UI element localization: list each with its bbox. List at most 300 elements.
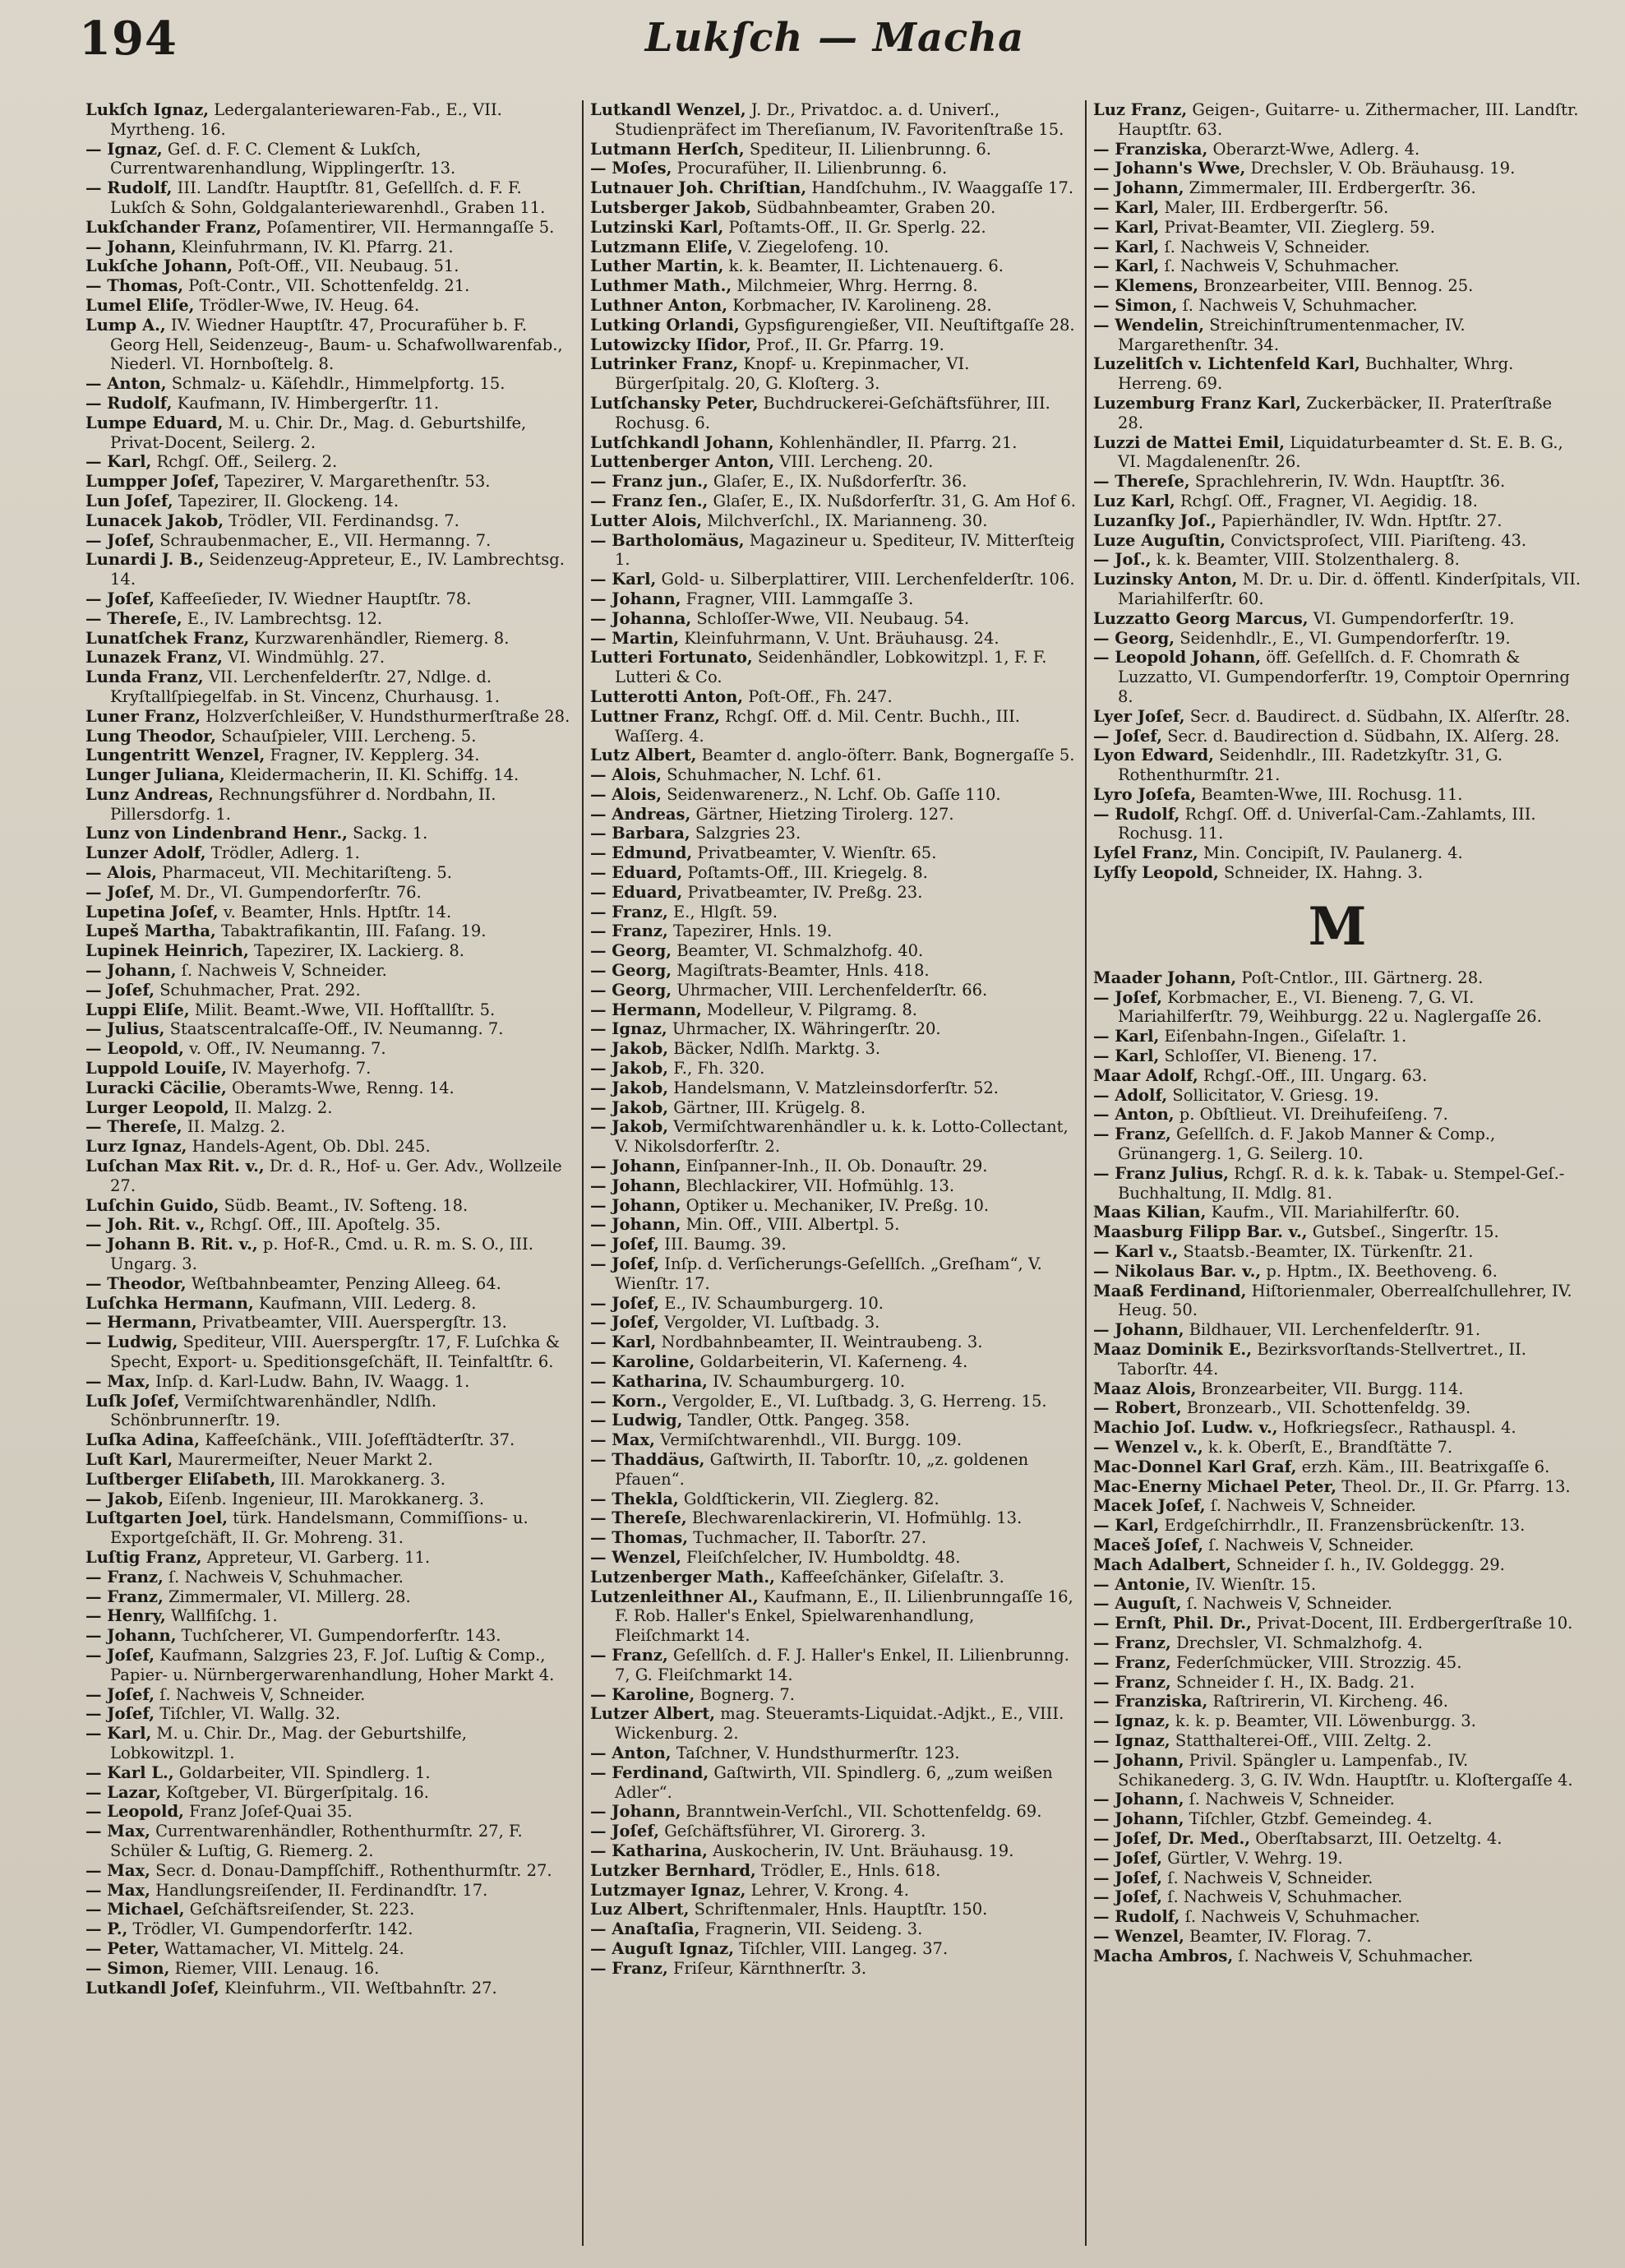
directory-entry — [1093, 629, 1581, 649]
entry-details: Handſchuhm., IV. Waaggaſſe 17. — [806, 178, 1074, 198]
entry-details: Riemer, VIII. Lenaug. 16. — [169, 1958, 380, 1978]
entry-name: Lutzer Albert, — [590, 1704, 716, 1724]
directory-entry — [590, 863, 1078, 883]
directory-entry — [85, 1919, 575, 1939]
directory-entry — [590, 1235, 1078, 1254]
entry-details: Kurzwarenhändler, Riemerg. 8. — [249, 628, 510, 648]
entry-details: Seidenhdlr., III. Radetzkyſtr. 31, G. Rothenthurmſtr. 21. — [1118, 746, 1503, 785]
directory-entry — [590, 843, 1078, 863]
directory-entry — [590, 276, 1078, 296]
directory-entry — [590, 1411, 1078, 1430]
directory-entry — [1093, 511, 1581, 531]
entry-name: Luthmer Math., — [590, 276, 732, 296]
directory-entry — [590, 394, 1078, 433]
entry-details: V. Ziegelofeng. 10. — [732, 237, 889, 256]
entry-name: — Jakob, — [85, 1489, 164, 1508]
entry-details: Dr. d. R., Hof- u. Ger. Adv., Wollzeile 27. — [110, 1157, 562, 1195]
directory-entry — [85, 1861, 575, 1881]
directory-entry — [590, 354, 1078, 394]
entry-details: Optiker u. Mechaniker, IV. Preßg. 10. — [681, 1195, 990, 1215]
entry-details: Tiſchler, VIII. Langeg. 37. — [734, 1938, 949, 1958]
entry-details: E., IV. Lambrechtsg. 12. — [182, 608, 383, 628]
entry-details: Bildhauer, VII. Lerchenfelderſtr. 91. — [1184, 1320, 1481, 1340]
entry-name: Lutsberger Jakob, — [590, 197, 752, 217]
directory-entry — [590, 100, 1078, 140]
entry-details: k. k. Beamter, VIII. Stolzenthalerg. 8. — [1151, 550, 1460, 570]
entry-details: J. Dr., Privatdoc. a. d. Univerſ., Studienpräfect im Thereſianum, IV. Favoritenſtraße 15. — [615, 100, 1064, 139]
directory-entry — [1093, 805, 1581, 844]
directory-entry — [590, 961, 1078, 981]
entry-name: — Joh. Rit. v., — [85, 1215, 205, 1235]
directory-entry — [1093, 198, 1581, 218]
entry-name: — Michael, — [85, 1900, 185, 1919]
entry-name: — Leopold Johann, — [1093, 648, 1262, 667]
directory-entry — [1093, 1809, 1581, 1829]
directory-entry — [1093, 1203, 1581, 1222]
directory-entry — [85, 1900, 575, 1919]
directory-entry — [1093, 1653, 1581, 1673]
directory-entry — [1093, 394, 1581, 433]
entry-name: — Rudolf, — [1093, 804, 1180, 824]
directory-entry — [85, 256, 575, 276]
directory-entry — [85, 1568, 575, 1587]
directory-entry — [1093, 1555, 1581, 1575]
entry-details: Milit. Beamt.-Wwe, VII. Hofſtallſtr. 5. — [189, 1000, 496, 1019]
entry-details: Wallfiſchg. 1. — [165, 1606, 278, 1626]
directory-entry — [85, 1587, 575, 1607]
entry-details: Fleiſchſelcher, IV. Humboldtg. 48. — [681, 1547, 961, 1567]
entry-name: — Jakob, — [590, 1039, 669, 1059]
directory-entry — [1093, 159, 1581, 178]
directory-entry — [590, 1176, 1078, 1196]
entry-details: Salzgries 23. — [690, 824, 801, 843]
directory-entry — [85, 374, 575, 394]
directory-entry — [85, 727, 575, 746]
entry-name: — Rudolf, — [85, 393, 173, 413]
directory-entry — [1093, 218, 1581, 238]
directory-entry — [590, 159, 1078, 178]
directory-entry — [85, 1019, 575, 1039]
entry-details: Schuhmacher, Prat. 292. — [155, 980, 361, 1000]
directory-entry — [590, 1392, 1078, 1411]
directory-entry — [590, 1881, 1078, 1901]
entry-details: Privil. Spängler u. Lampenfab., IV. Schikanederg. 3, G. IV. Wdn. Hauptſtr. u. Kloſtergaſſe 4. — [1118, 1750, 1573, 1790]
entry-details: Kaffeeſchänk., VIII. Joſefſtädterſtr. 37. — [200, 1430, 515, 1450]
entry-details: Kleidermacherin, II. Kl. Schiffg. 14. — [224, 765, 519, 785]
entry-name: — Julius, — [85, 1019, 165, 1039]
entry-name: — Johann, — [85, 961, 177, 981]
entry-details: Kleinfuhrmann, V. Unt. Bräuhausg. 24. — [679, 628, 999, 648]
entry-details: Bezirksvorſtands-Stellvertret., II. Taborſtr. 44. — [1118, 1340, 1526, 1379]
entry-details: Schauſpieler, VIII. Lercheng. 5. — [215, 726, 477, 746]
directory-entry — [590, 472, 1078, 492]
entry-details: Fragner, IV. Kepplerg. 34. — [265, 746, 480, 765]
entry-name: Lungentritt Wenzel, — [85, 746, 265, 765]
entry-details: ſ. Nachweis V, Schuhmacher. — [163, 1567, 404, 1587]
entry-details: ſ. Nachweis V, Schneider. — [176, 961, 387, 981]
directory-entry — [590, 1059, 1078, 1079]
directory-entry — [1093, 1516, 1581, 1536]
directory-entry — [85, 1763, 575, 1783]
page-header — [79, 12, 1590, 100]
entry-details: Kleinfuhrmann, IV. Kl. Pfarrg. 21. — [176, 237, 454, 256]
directory-entry — [1093, 1927, 1581, 1947]
directory-entry — [1093, 276, 1581, 296]
directory-entry — [85, 1490, 575, 1509]
entry-details: Rchgſ. Off., Seilerg. 2. — [151, 452, 338, 472]
entry-details: Korbmacher, E., VI. Bieneng. 7, G. VI. Mariahilferſtr. 79, Weihburgg. 22 u. Naglergaſſe 26. — [1118, 987, 1542, 1027]
entry-name: — Joſef, — [1093, 1848, 1163, 1868]
entry-name: Maaz Alois, — [1093, 1379, 1197, 1398]
entry-name: Lurz Ignaz, — [85, 1137, 187, 1157]
entry-details: ſ. Nachweis V, Schneider. — [1203, 1535, 1415, 1554]
entry-name: — Max, — [590, 1430, 655, 1450]
entry-details: Trödler, E., Hnls. 618. — [755, 1860, 941, 1880]
entry-name: — Johann, — [85, 237, 177, 256]
entry-details: Gürtler, V. Wehrg. 19. — [1162, 1848, 1343, 1868]
entry-name: — Barbara, — [590, 824, 690, 843]
directory-entry — [1093, 1438, 1581, 1457]
entry-name: Luſk Joſef, — [85, 1391, 180, 1411]
entry-name: Lump A., — [85, 315, 166, 335]
directory-entry — [1093, 316, 1581, 355]
entry-details: VII. Lerchenfelderſtr. 27, Ndlge. d. Kryſtallſpiegelfab. in St. Vincenz, Churhausg. 1. — [110, 667, 500, 706]
entry-details: Sprachlehrerin, IV. Wdn. Hauptſtr. 36. — [1189, 472, 1506, 492]
entry-details: Beamter, VI. Schmalzhofg. 40. — [672, 941, 924, 961]
entry-details: Goldarbeiter, VII. Spindlerg. 1. — [173, 1762, 431, 1782]
directory-entry — [1093, 1320, 1581, 1340]
directory-entry — [85, 589, 575, 609]
entry-name: — Thereſe, — [85, 608, 182, 628]
directory-entry — [85, 1783, 575, 1803]
entry-details: Poſtamts-Off., II. Gr. Sperlg. 22. — [723, 217, 986, 237]
entry-name: — Andreas, — [590, 804, 691, 824]
directory-entry — [590, 1215, 1078, 1235]
entry-details: Tiſchler, VI. Wallg. 32. — [155, 1704, 341, 1724]
directory-entry — [85, 1000, 575, 1020]
entry-name: — Karl, — [85, 1724, 152, 1744]
entry-name: — Auguſt, — [1093, 1594, 1182, 1614]
directory-entry — [1093, 1575, 1581, 1595]
entry-details: Auskocherin, IV. Unt. Bräuhausg. 19. — [707, 1841, 1014, 1860]
entry-details: Secr. d. Baudirect. d. Südbahn, IX. Alſerſtr. 28. — [1184, 706, 1571, 726]
entry-name: Lupetina Joſef, — [85, 902, 219, 922]
directory-entry — [590, 256, 1078, 276]
entry-details: Schuhmacher, N. Lchf. 61. — [662, 765, 882, 785]
entry-name: Lutrinker Franz, — [590, 354, 739, 374]
entry-details: v. Beamter, Hnls. Hptſtr. 14. — [218, 902, 452, 922]
directory-entry — [590, 1587, 1078, 1646]
entry-name: — Auguſt Ignaz, — [590, 1938, 735, 1958]
entry-name: — Franz jun., — [590, 472, 709, 492]
directory-entry — [1093, 988, 1581, 1028]
entry-name: Maader Johann, — [1093, 968, 1237, 987]
entry-name: Lyer Joſef, — [1093, 706, 1185, 726]
entry-details: VI. Gumpendorferſtr. 19. — [1308, 608, 1515, 628]
entry-details: Spediteur, II. Lilienbrunng. 6. — [744, 139, 991, 159]
entry-name: — Joſef, — [85, 1704, 155, 1724]
directory-entry — [85, 316, 575, 374]
directory-entry — [85, 1392, 575, 1431]
entry-name: Lumpper Joſef, — [85, 472, 220, 492]
entry-name: — Alois, — [590, 765, 662, 785]
entry-details: Vergolder, E., VI. Luſtbadg. 3, G. Herreng. 15. — [667, 1391, 1047, 1411]
directory-entry — [590, 707, 1078, 746]
entry-name: — Robert, — [1093, 1398, 1182, 1418]
entry-details: Uhrmacher, VIII. Lerchenfelderſtr. 66. — [672, 980, 988, 1000]
entry-name: Lung Theodor, — [85, 726, 216, 746]
entry-name: — Joſ., — [1093, 550, 1152, 570]
entry-details: F., Fh. 320. — [668, 1059, 765, 1079]
entry-details: Streichinſtrumentenmacher, IV. Margarethenſtr. 34. — [1118, 315, 1466, 354]
directory-entry — [85, 903, 575, 922]
entry-name: — Joſef, — [590, 1235, 660, 1254]
entry-name: Luthner Anton, — [590, 295, 728, 315]
directory-entry — [1093, 1262, 1581, 1282]
entry-name: — Johann, — [590, 1215, 681, 1235]
entry-details: Gaſtwirth, II. Taborſtr. 10, „z. goldenen Pfauen“. — [615, 1449, 1029, 1489]
entry-details: Bronzearbeiter, VII. Burgg. 114. — [1196, 1379, 1464, 1398]
entry-name: — Karl, — [1093, 217, 1160, 237]
entry-details: Schneider, IX. Hahng. 3. — [1218, 863, 1424, 883]
directory-entry — [590, 981, 1078, 1000]
entry-details: Papierhändler, IV. Wdn. Hptſtr. 27. — [1216, 510, 1503, 530]
entry-name: — Franz, — [1093, 1633, 1171, 1652]
entry-details: III. Landſtr. Hauptſtr. 81, Geſellſch. d. F. F. Lukſch & Sohn, Goldgalanteriewarenhdl., Graben 11. — [110, 178, 546, 217]
entry-name: — Joſef, — [1093, 1887, 1163, 1907]
entry-details: M. Dr., VI. Gumpendorferſtr. 76. — [155, 882, 422, 902]
column-3 — [1085, 100, 1588, 2246]
entry-name: — Johann, — [590, 1802, 681, 1822]
entry-details: Branntwein-Verſchl., VII. Schottenfeldg. 69. — [681, 1802, 1042, 1822]
directory-entry — [85, 824, 575, 843]
directory-entry — [590, 1098, 1078, 1118]
entry-details: Maurermeiſter, Neuer Markt 2. — [173, 1449, 433, 1469]
directory-entry — [590, 1568, 1078, 1587]
entry-details: Nordbahnbeamter, II. Weintraubeng. 3. — [656, 1333, 983, 1352]
entry-details: Raſtrirerin, VI. Kircheng. 46. — [1207, 1692, 1449, 1711]
entry-details: Beamter, IV. Florag. 7. — [1184, 1926, 1372, 1946]
entry-name: — Simon, — [85, 1958, 170, 1978]
entry-name: — Ignaz, — [590, 1019, 667, 1039]
directory-entry — [590, 452, 1078, 472]
entry-details: Staatscentralcaſſe-Off., IV. Neumanng. 7. — [164, 1019, 504, 1039]
entry-name: Luther Martin, — [590, 256, 724, 276]
entry-details: Trödler-Wwe, IV. Heug. 64. — [194, 295, 420, 315]
column-1 — [79, 100, 582, 2246]
directory-entry — [85, 1685, 575, 1705]
entry-details: Handlungsreiſender, II. Ferdinandſtr. 17. — [150, 1880, 488, 1900]
entry-name: Lukſche Johann, — [85, 256, 233, 276]
directory-entry — [85, 1079, 575, 1098]
directory-entry — [590, 531, 1078, 570]
entry-details: Rchgſ. Off., Fragner, VI. Aegidig. 18. — [1175, 491, 1478, 510]
entry-name: Luzelitſch v. Lichtenfeld Karl, — [1093, 354, 1360, 374]
entry-name: Luze Auguſtin, — [1093, 530, 1226, 550]
entry-details: Privatbeamter, VIII. Auerspergſtr. 13. — [196, 1313, 507, 1333]
entry-details: Kaufmann, E., II. Lilienbrunngaſſe 16, F. Rob. Haller's Enkel, Spielwarenhandlung, Fleiſchmarkt 14. — [615, 1587, 1073, 1646]
directory-entry — [590, 1372, 1078, 1392]
directory-entry — [1093, 609, 1581, 629]
entry-name: — Johann, — [590, 589, 681, 608]
directory-entry — [85, 1881, 575, 1901]
directory-entry — [590, 198, 1078, 218]
entry-details: Schloſſer-Wwe, VII. Neubaug. 54. — [691, 608, 970, 628]
entry-name: — Martin, — [590, 628, 680, 648]
entry-details: Schloſſer, VI. Bieneng. 17. — [1159, 1046, 1378, 1066]
entry-name: — Eduard, — [590, 882, 683, 902]
directory-entry — [85, 629, 575, 649]
entry-name: — Karl, — [590, 570, 657, 589]
entry-name: Lunazek Franz, — [85, 648, 223, 667]
entry-name: — Ludwig, — [85, 1333, 178, 1352]
entry-details: ſ. Nachweis V, Schuhmacher. — [1159, 256, 1400, 276]
entry-details: Vermiſchtwarenhdl., VII. Burgg. 109. — [654, 1430, 963, 1450]
entry-name: — Franz, — [590, 1958, 668, 1978]
entry-name: — Franz, — [1093, 1672, 1171, 1692]
entry-name: — Max, — [85, 1822, 150, 1841]
directory-entry — [590, 883, 1078, 903]
entry-details: Südb. Beamt., IV. Softeng. 18. — [219, 1195, 469, 1215]
entry-details: ſ. Nachweis V, Schneider. — [155, 1684, 366, 1704]
entry-details: IV. Wienſtr. 15. — [1190, 1574, 1317, 1594]
directory-entry — [1093, 1242, 1581, 1262]
entry-name: Mac-Enerny Michael Peter, — [1093, 1476, 1337, 1496]
entry-name: — Edmund, — [590, 843, 693, 863]
entry-name: — Jakob, — [590, 1078, 669, 1097]
entry-name: — Leopold, — [85, 1039, 184, 1059]
directory-entry — [85, 218, 575, 238]
directory-entry — [1093, 1496, 1581, 1516]
entry-details: Zimmermaler, VI. Millerg. 28. — [163, 1587, 411, 1606]
directory-entry — [85, 1117, 575, 1137]
entry-details: Currentwarenhändler, Rothenthurmſtr. 27, F. Schüler & Luſtig, G. Riemerg. 2. — [110, 1822, 523, 1860]
entry-details: Spediteur, VIII. Auerspergſtr. 17, F. Luſchka & Specht, Export- u. Speditionsgeſchäft, II. Teinfaltſtr. 6. — [110, 1333, 561, 1371]
entry-details: Poſtamts-Off., III. Kriegelg. 8. — [682, 863, 928, 883]
entry-name: — Karl, — [1093, 237, 1160, 256]
directory-entry — [1093, 1536, 1581, 1555]
entry-name: Luppi Eliſe, — [85, 1000, 190, 1019]
directory-entry — [590, 1822, 1078, 1841]
directory-entry — [590, 785, 1078, 805]
entry-name: — Anaſtaſia, — [590, 1919, 700, 1939]
directory-entry — [85, 961, 575, 981]
entry-name: Lunardi J. B., — [85, 550, 205, 570]
directory-entry — [1093, 1849, 1581, 1868]
entry-name: — Ignaz, — [85, 139, 163, 159]
directory-entry — [1093, 1282, 1581, 1321]
entry-details: Privatbeamter, V. Wienſtr. 65. — [692, 843, 937, 863]
directory-entry — [85, 1333, 575, 1372]
directory-entry — [1093, 1868, 1581, 1888]
directory-entry — [1093, 570, 1581, 609]
entry-name: — Johann, — [1093, 1809, 1184, 1829]
entry-name: — Georg, — [590, 961, 672, 981]
directory-entry — [1093, 550, 1581, 570]
entry-details: Kaufmann, Salzgries 23, F. Joſ. Luſtig & Comp., Papier- u. Nürnbergerwarenhandlung, Hoher Markt 4. — [110, 1645, 555, 1684]
entry-name: Lunatſchek Franz, — [85, 628, 250, 648]
entry-details: p. Obſtlieut. VI. Dreihufeiſeng. 7. — [1174, 1105, 1448, 1125]
directory-entry — [1093, 1711, 1581, 1731]
entry-details: Drechsler, V. Ob. Bräuhausg. 19. — [1245, 159, 1516, 178]
directory-entry — [85, 1646, 575, 1685]
directory-entry — [85, 1059, 575, 1079]
entry-details: Drechsler, VI. Schmalzhofg. 4. — [1170, 1633, 1423, 1652]
entry-name: — Franz, — [85, 1587, 164, 1606]
directory-entry — [590, 589, 1078, 609]
entry-name: — Karoline, — [590, 1352, 695, 1371]
directory-entry — [590, 1333, 1078, 1352]
directory-entry — [1093, 707, 1581, 727]
entry-details: Tabaktrafikantin, III. Faſang. 19. — [215, 922, 487, 941]
directory-entry — [590, 765, 1078, 785]
entry-name: — Joſef, — [85, 530, 155, 550]
directory-entry — [1093, 1829, 1581, 1849]
entry-name: — Jakob, — [590, 1059, 669, 1079]
entry-details: Geſchäftsführer, VI. Girorerg. 3. — [659, 1822, 926, 1841]
entry-details: Privat-Beamter, VII. Zieglerg. 59. — [1159, 217, 1435, 237]
entry-name: — Joſef, — [1093, 987, 1163, 1007]
entry-details: Magazineur u. Spediteur, IV. Mitterſteig 1. — [615, 530, 1075, 570]
entry-name: — Karl, — [1093, 197, 1160, 217]
entry-name: Luppold Louiſe, — [85, 1059, 227, 1079]
entry-name: — Lazar, — [85, 1782, 161, 1802]
entry-name: — Johanna, — [590, 608, 692, 628]
entry-name: — Thomas, — [85, 276, 184, 296]
entry-name: — Thereſe, — [590, 1508, 687, 1528]
directory-entry — [1093, 296, 1581, 316]
entry-details: Tapezirer, IX. Lackierg. 8. — [248, 941, 464, 961]
directory-entry — [590, 648, 1078, 687]
entry-name: — Thomas, — [590, 1528, 689, 1548]
entry-details: Tapezirer, V. Margarethenſtr. 53. — [219, 472, 491, 492]
entry-name: Lumpe Eduard, — [85, 413, 224, 432]
entry-name: — Henry, — [85, 1606, 166, 1626]
entry-details: Procurafüher, II. Lilienbrunng. 6. — [672, 159, 948, 178]
entry-name: — Thaddäus, — [590, 1449, 705, 1469]
entry-name: — Karl, — [590, 1333, 657, 1352]
entry-details: Korbmacher, IV. Karolineng. 28. — [727, 295, 992, 315]
entry-details: IV. Schaumburgerg. 10. — [707, 1371, 906, 1391]
entry-name: Maasburg Filipp Bar. v., — [1093, 1222, 1308, 1242]
entry-name: Lyon Edward, — [1093, 746, 1214, 765]
directory-entry — [1093, 1066, 1581, 1086]
directory-entry — [85, 667, 575, 707]
entry-name: — Katharina, — [590, 1841, 708, 1860]
entry-details: Bronzearbeiter, VIII. Bennog. 25. — [1198, 276, 1474, 296]
directory-entry — [1093, 1418, 1581, 1438]
entry-details: Schriftenmaler, Hnls. Hauptſtr. 150. — [689, 1900, 988, 1919]
directory-entry — [85, 1274, 575, 1294]
directory-entry — [1093, 863, 1581, 883]
entry-details: Pharmaceut, VII. Mechitariſteng. 5. — [157, 863, 452, 883]
directory-entry — [1093, 785, 1581, 805]
directory-entry — [590, 1528, 1078, 1548]
directory-entry — [85, 1039, 575, 1059]
directory-entry — [590, 570, 1078, 589]
entry-name: — Hermann, — [590, 1000, 702, 1019]
entry-details: Kaffeeſchänker, Giſelaſtr. 3. — [774, 1567, 1004, 1587]
directory-entry — [85, 238, 575, 257]
entry-name: Luzemburg Franz Karl, — [1093, 393, 1302, 413]
directory-entry — [85, 648, 575, 667]
entry-name: — Karl, — [1093, 1046, 1160, 1066]
entry-details: Hofkriegsſecr., Rathauspl. 4. — [1277, 1418, 1517, 1438]
directory-entry — [1093, 1222, 1581, 1242]
directory-entry — [85, 1430, 575, 1450]
entry-name: — Adolf, — [1093, 1085, 1168, 1105]
entry-details: ſ. Nachweis V, Schneider. — [1159, 237, 1370, 256]
